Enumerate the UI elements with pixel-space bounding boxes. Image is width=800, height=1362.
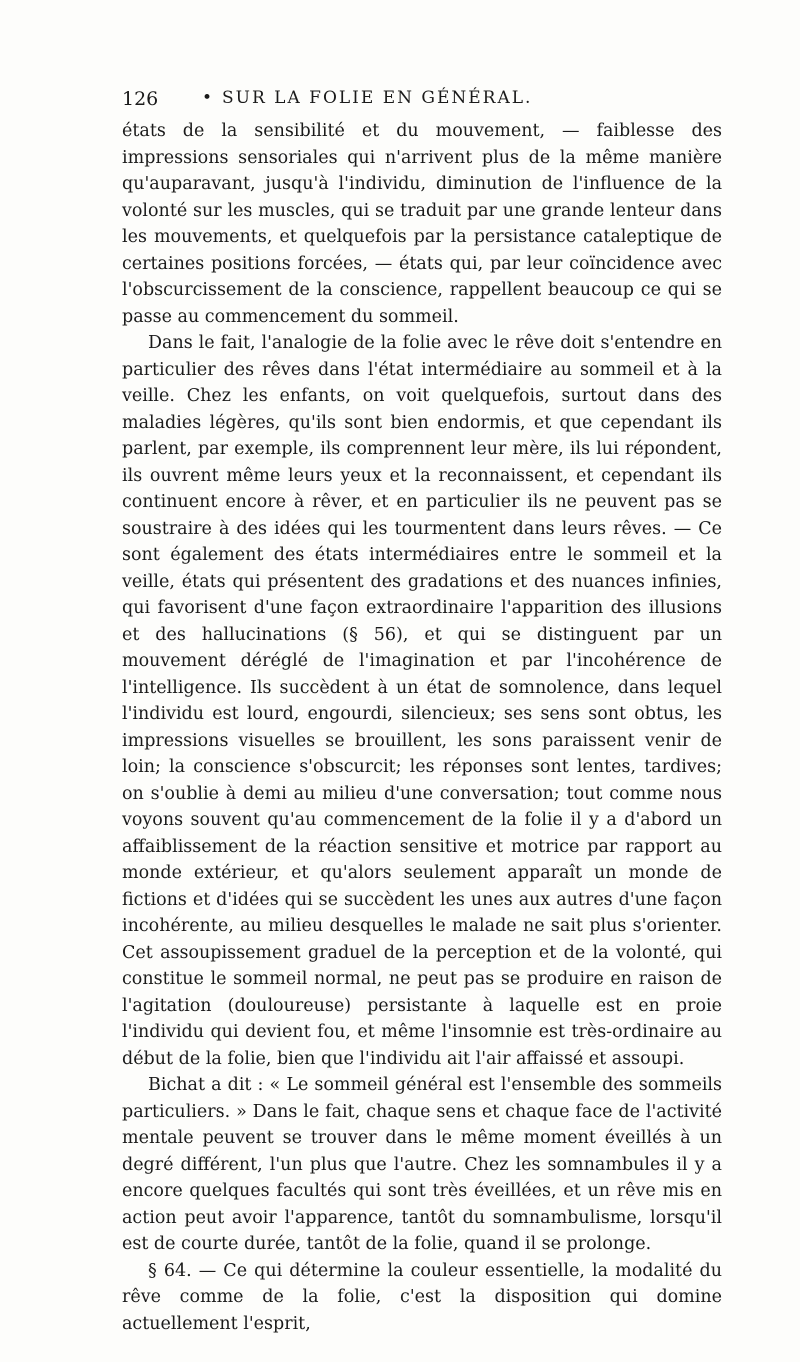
header-bullet: •: [202, 88, 215, 108]
paragraph-continuation: états de la sensibilité et du mouvement, — faiblesse des impressions sensoriales qui n'arrivent plus de la même manière qu'auparavant, jusqu'à l'individu, diminution de l'influence de la volonté sur les muscles, qui se traduit par une grande lenteur dans les mouvements, et quelquefois par la persistance cataleptique de certaines positions forcées, — états qui, par leur coïncidence avec l'obscurcissement de la conscience, rappellent beaucoup ce qui se passe au commencement du sommeil.: [122, 121, 722, 327]
running-header: [122, 88, 722, 112]
running-title: SUR LA FOLIE EN GÉNÉRAL.: [222, 88, 533, 108]
paragraph: Bichat a dit : « Le sommeil général est l'ensemble des sommeils particuliers. » Dans le fait, chaque sens et chaque face de l'activité mentale peuvent se trouver dans le même moment éveillés à un degré différent, l'un plus que l'autre. Chez les somnambules il y a encore quelques facultés qui sont très éveillées, et un rêve mis en action peut avoir l'apparence, tantôt du somnambulisme, lorsqu'il est de courte durée, tantôt de la folie, quand il se prolonge.: [122, 1075, 722, 1254]
paragraph: Dans le fait, l'analogie de la folie avec le rêve doit s'entendre en particulier des rêves dans l'état intermédiaire au sommeil et à la veille. Chez les enfants, on voit quelquefois, surtout dans des maladies légères, qu'ils sont bien endormis, et que cependant ils parlent, par exemple, ils comprennent leur mère, ils lui répondent, ils ouvrent même leurs yeux et la reconnaissent, et cependant ils continuent encore à rêver, et en particulier ils ne peuvent pas se soustraire à des idées qui les tourmentent dans leurs rêves. — Ce sont également des états intermédiaires entre le sommeil et la veille, états qui présentent des gradations et des nuances infinies, qui favorisent d'une façon extraordinaire l'apparition des illusions et des hallucinations (§ 56), et qui se distinguent par un mouvement déréglé de l'imagination et par l'incohérence de l'intelligence. Ils succèdent à un état de somnolence, dans lequel l'individu est lourd, engourdi, silencieux; ses sens sont obtus, les impressions visuelles se brouillent, les sons paraissent venir de loin; la conscience s'obscurcit; les réponses sont lentes, tardives; on s'oublie à demi au milieu d'une conversation; tout comme nous voyons souvent qu'au commencement de la folie il y a d'abord un affaiblissement de la réaction sensitive et motrice par rapport au monde extérieur, et qu'alors seulement apparaît un monde de fictions et d'idées qui se succèdent les unes aux autres d'une façon incohérente, au milieu desquelles le malade ne sait plus s'orienter. Cet assoupissement graduel de la perception et de la volonté, qui constitue le sommeil normal, ne peut pas se produire en raison de l'agitation (douloureuse) persistante à laquelle est en proie l'individu qui devient fou, et même l'insomnie est très-ordinaire au début de la folie, bien que l'individu ait l'air affaissé et assoupi.: [122, 333, 722, 1069]
page-body: [122, 118, 722, 1337]
paragraph-section-64: § 64. — Ce qui détermine la couleur essentielle, la modalité du rêve comme de la folie, c'est la disposition qui domine actuellement l'esprit,: [122, 1260, 722, 1334]
page-number: 126: [122, 88, 159, 110]
